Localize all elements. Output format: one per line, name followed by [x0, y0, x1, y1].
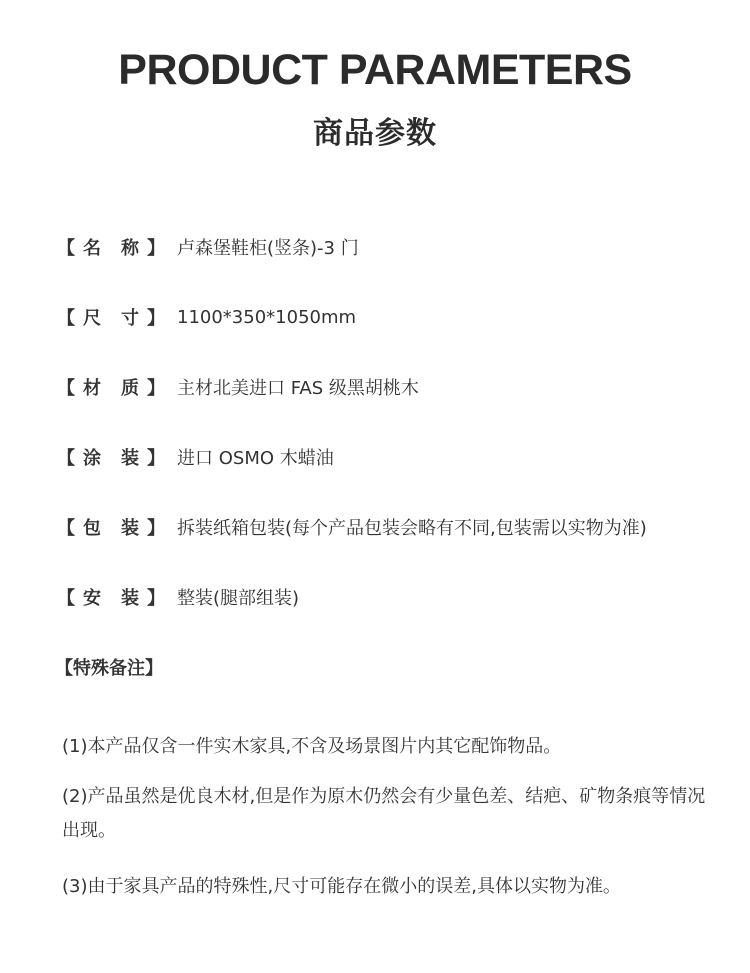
param-label-char: 尺: [83, 308, 101, 329]
param-label: [77, 514, 145, 540]
param-label-char: 装: [121, 588, 139, 609]
note-item: (3)由于家具产品的特殊性,尺寸可能存在微小的误差,具体以实物为准。: [62, 876, 621, 897]
bracket-close: 】: [147, 588, 165, 609]
param-label: [77, 304, 145, 330]
param-label: [77, 444, 145, 470]
param-label-char: 装: [121, 518, 139, 539]
notes-heading: 【特殊备注】: [55, 658, 163, 679]
param-label-char: 称: [121, 238, 139, 259]
param-value: 拆装纸箱包装(每个产品包装会略有不同,包装需以实物为准): [177, 518, 647, 539]
param-row-size: [55, 302, 356, 332]
bracket-open: 【: [57, 588, 75, 609]
param-label-char: 名: [83, 238, 101, 259]
bracket-open: 【: [57, 238, 75, 259]
param-label-char: 安: [83, 588, 101, 609]
param-row-coating: [55, 442, 334, 472]
param-row-material: [55, 372, 419, 402]
note-item: (2)产品虽然是优良木材,但是作为原木仍然会有少量色差、结疤、矿物条痕等情况出现。: [62, 786, 706, 841]
param-label: [77, 584, 145, 610]
param-label: [77, 374, 145, 400]
bracket-close: 】: [147, 308, 165, 329]
param-row-installation: [55, 582, 299, 612]
page-title-en: PRODUCT PARAMETERS: [118, 46, 632, 94]
param-label-char: 装: [121, 448, 139, 469]
param-value: 1100*350*1050mm: [177, 306, 357, 328]
param-label: [77, 234, 145, 260]
param-value: 卢森堡鞋柜(竖条)-3 门: [177, 238, 359, 259]
param-label-char: 质: [121, 378, 139, 399]
param-value: 进口 OSMO 木蜡油: [177, 448, 334, 469]
param-label-char: 涂: [83, 448, 101, 469]
param-label-char: 寸: [121, 308, 139, 329]
bracket-open: 【: [57, 518, 75, 539]
bracket-close: 】: [147, 448, 165, 469]
bracket-close: 】: [147, 238, 165, 259]
param-value: 整装(腿部组装): [177, 588, 300, 609]
param-row-packaging: [55, 512, 647, 542]
bracket-close: 】: [147, 378, 165, 399]
param-row-name: [55, 232, 359, 262]
bracket-open: 【: [57, 378, 75, 399]
bracket-open: 【: [57, 448, 75, 469]
param-label-char: 包: [83, 518, 101, 539]
note-item: (1)本产品仅含一件实木家具,不含及场景图片内其它配饰物品。: [62, 736, 562, 757]
param-label-char: 材: [83, 378, 101, 399]
param-value: 主材北美进口 FAS 级黑胡桃木: [177, 378, 419, 399]
bracket-open: 【: [57, 308, 75, 329]
page-title-cn: 商品参数: [313, 116, 437, 151]
bracket-close: 】: [147, 518, 165, 539]
